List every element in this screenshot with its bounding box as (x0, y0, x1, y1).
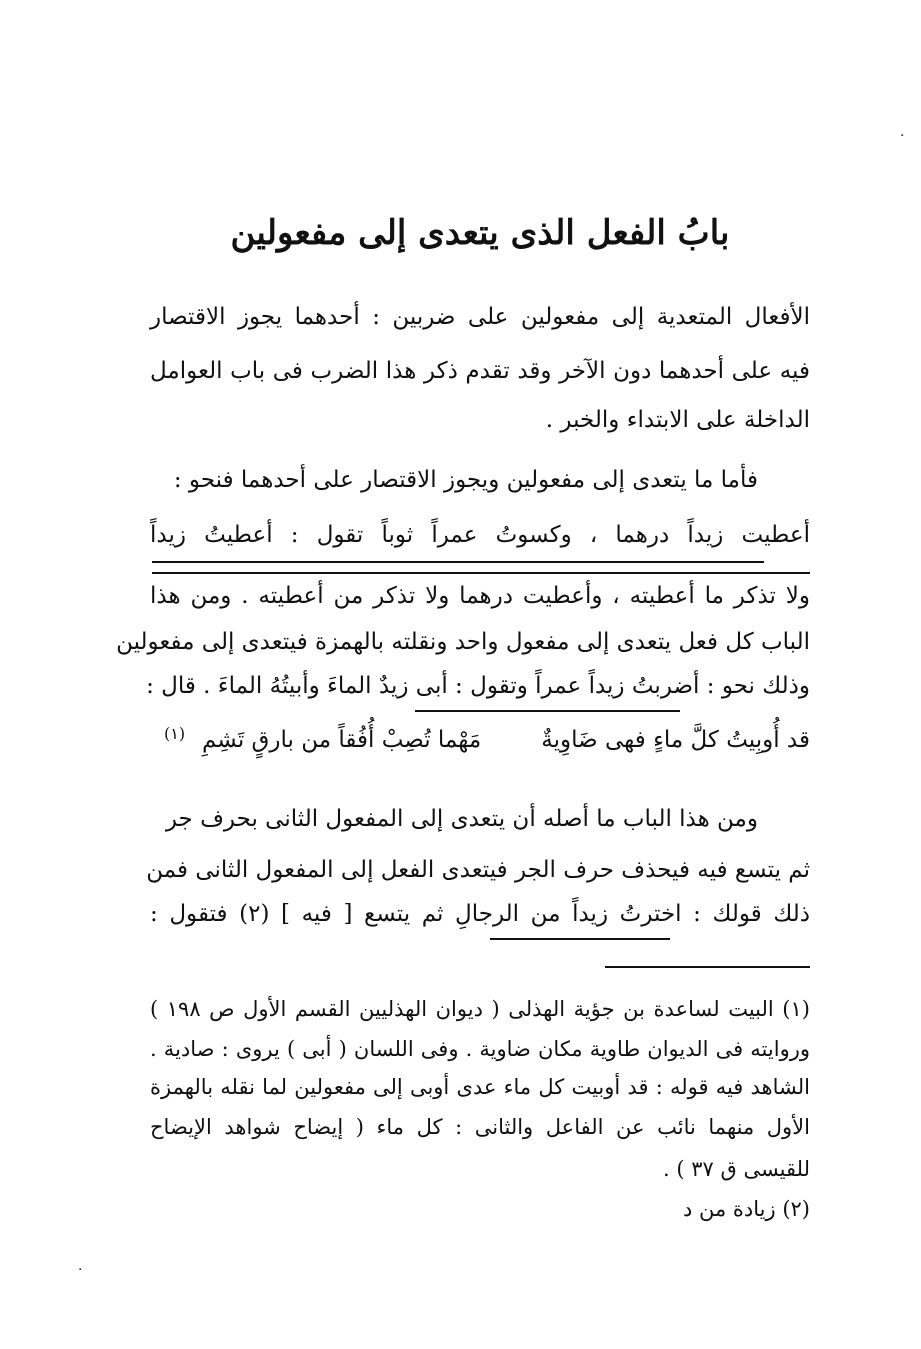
footnote-line: (١) البيت لساعدة بن جؤية الهذلى ( ديوان الهذليين القسم الأول ص ١٩٨ ) (150, 997, 810, 1021)
underline (490, 938, 670, 940)
footnote-line: الأول منهما نائب عن الفاعل والثانى : كل ماء ( إيضاح شواهد الإيضاح (150, 1115, 810, 1139)
footnote-line: الشاهد فيه قوله : قد أوبيت كل ماء عدى أوبى إلى مفعولين لما نقله بالهمزة (150, 1075, 810, 1099)
body-line: أعطيت زيداً درهما ، وكسوتُ عمراً ثوباً تقول : أعطيتُ زيداً (150, 522, 810, 548)
margin-dot: · (900, 128, 905, 144)
margin-dot: · (78, 1262, 83, 1278)
body-line: الباب كل فعل يتعدى إلى مفعول واحد ونقلته بالهمزة فيتعدى إلى مفعولين (116, 629, 810, 655)
body-line: فيه على أحدهما دون الآخر وقد تقدم ذكر هذا الضرب فى باب العوامل (150, 358, 810, 384)
body-line: ذلك قولك : اخترتُ زيداً من الرجالِ ثم يتسع [ فيه ] (٢) فتقول : (150, 901, 811, 927)
footnote-ref: (١) (164, 724, 186, 743)
body-line: وذلك نحو : أضربتُ زيداً عمراً وتقول : أبى زيدٌ الماءَ وأبيتُهُ الماءَ . قال : (146, 673, 810, 699)
chapter-title: بابُ الفعل الذى يتعدى إلى مفعولين (230, 213, 730, 253)
body-line: فأما ما يتعدى إلى مفعولين ويجوز الاقتصار على أحدهما فنحو : (173, 467, 758, 493)
body-line: الداخلة على الابتداء والخبر . (545, 407, 810, 433)
verse-hemistich-right: قد أُوبِيتُ كلَّ ماءٍ فهى ضَاوِيةٌ (541, 727, 810, 753)
footnote-line: وروايته فى الديوان طاوية مكان ضاوية . وفى اللسان ( أبى ) يروى : صادية . (150, 1037, 810, 1061)
body-line: ثم يتسع فيه فيحذف حرف الجر فيتعدى الفعل إلى المفعول الثانى فمن (146, 857, 810, 883)
underline (415, 710, 680, 712)
body-line: الأفعال المتعدية إلى مفعولين على ضربين : أحدهما يجوز الاقتصار (150, 304, 810, 330)
body-line: ومن هذا الباب ما أصله أن يتعدى إلى المفعول الثانى بحرف جر (165, 806, 758, 832)
underline (152, 561, 764, 563)
footnote-line: (٢) زيادة من د (682, 1197, 810, 1221)
body-line: ولا تذكر ما أعطيته ، وأعطيت درهما ولا تذكر من أعطيته . ومن هذا (150, 583, 810, 609)
footnote-divider (605, 966, 810, 968)
verse-hemistich-left: مَهْما تُصِبْ أُفُقاً من بارقٍ تَشِمِ (202, 727, 482, 753)
footnote-line: للقيسى ق ٣٧ ) . (663, 1157, 810, 1181)
